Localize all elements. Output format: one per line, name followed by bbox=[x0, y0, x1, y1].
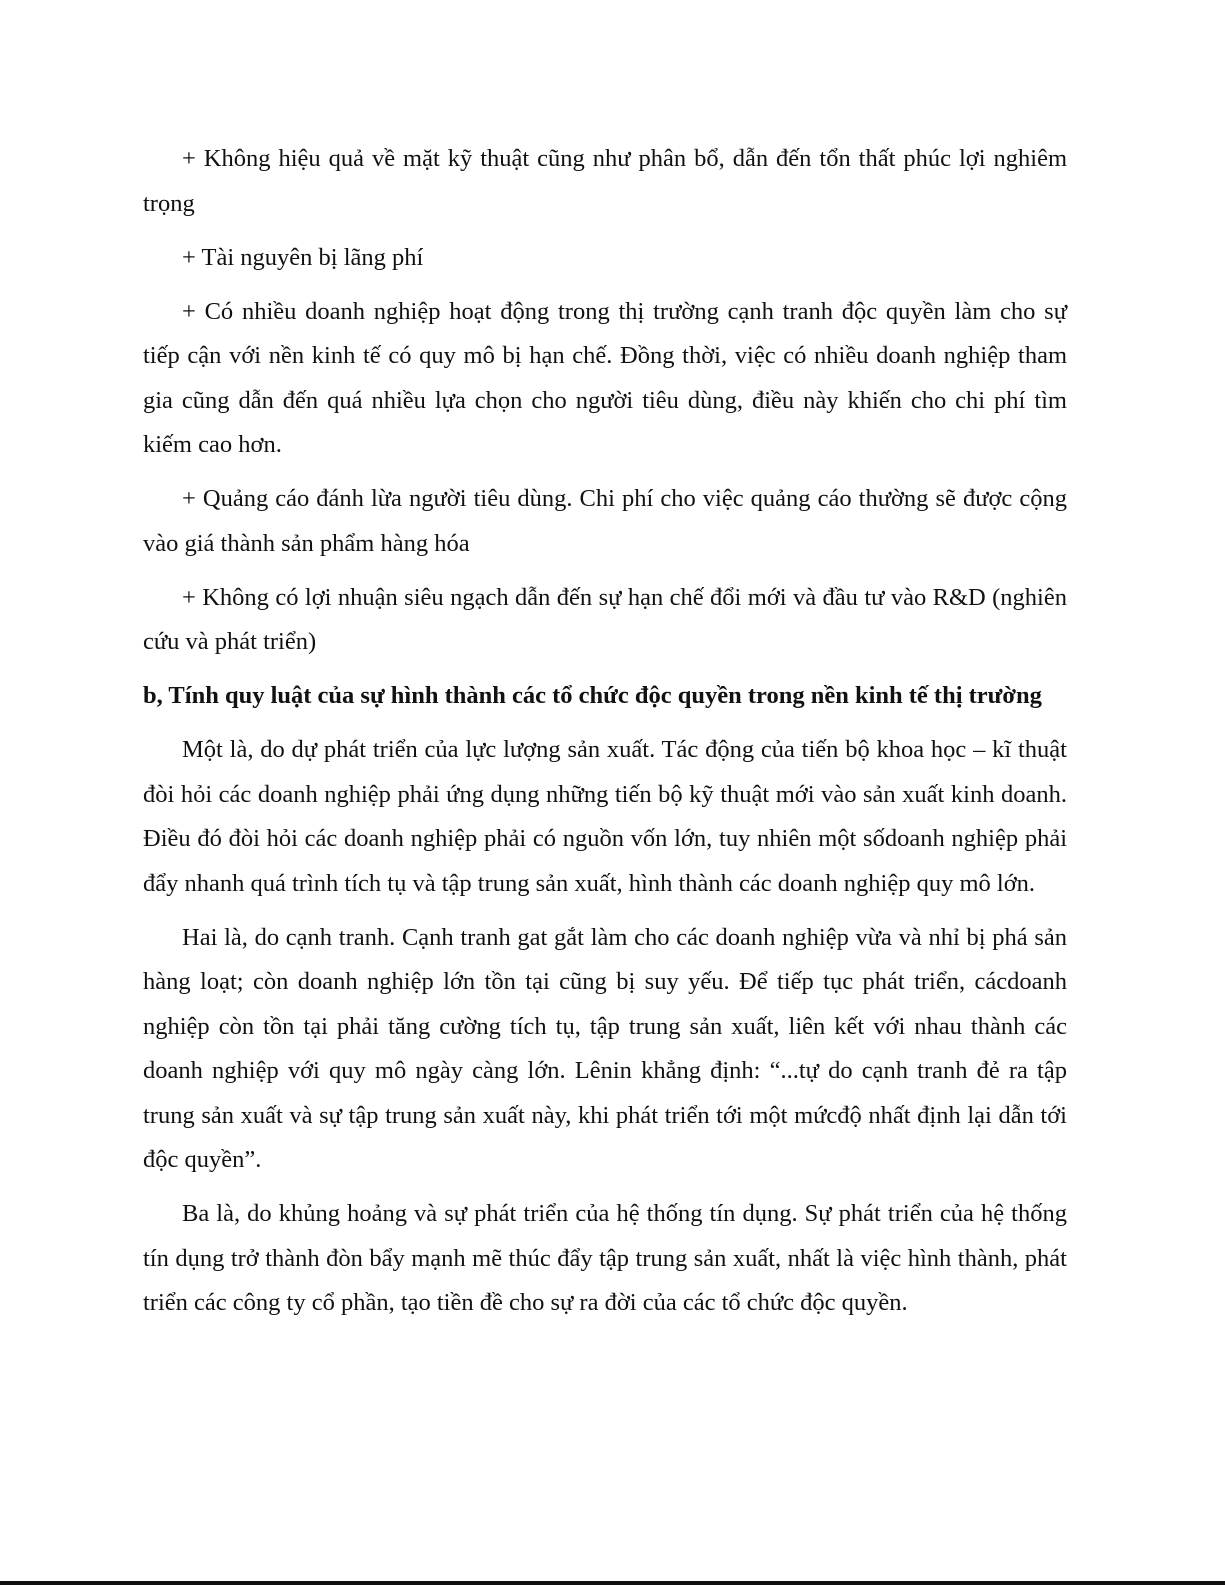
section-heading: b, Tính quy luật của sự hình thành các tổ chức độc quyền trong nền kinh tế thị trường bbox=[143, 682, 1042, 709]
bullet-paragraph-no-excess-profit: + Không có lợi nhuận siêu ngạch dẫn đến sự hạn chế đổi mới và đầu tư vào R&D (nghiên cứu và phát triển) bbox=[143, 583, 1067, 655]
bullet-paragraph-inefficiency: + Không hiệu quả về mặt kỹ thuật cũng như phân bổ, dẫn đến tổn thất phúc lợi nghiêm trọng bbox=[143, 145, 1067, 217]
document-body bbox=[143, 137, 1067, 1335]
bullet-paragraph-many-firms: + Có nhiều doanh nghiệp hoạt động trong thị trường cạnh tranh độc quyền làm cho sự tiếp cận với nền kinh tế có quy mô bị hạn chế. Đồng thời, việc có nhiều doanh nghiệp tham gia cũng dẫn đến quá nhiều lựa chọn cho người tiêu dùng, điều này khiến cho chi phí tìm kiếm cao hơn. bbox=[143, 297, 1067, 458]
body-paragraph-competition: Hai là, do cạnh tranh. Cạnh tranh gat gắt làm cho các doanh nghiệp vừa và nhỉ bị phá sản hàng loạt; còn doanh nghiệp lớn tồn tại cũng bị suy yếu. Để tiếp tục phát triển, cácdoanh nghiệp còn tồn tại phải tăng cường tích tụ, tập trung sản xuất, liên kết với nhau thành các doanh nghiệp với quy mô ngày càng lớn. Lênin khẳng định: “...tự do cạnh tranh đẻ ra tập trung sản xuất và sự tập trung sản xuất này, khi phát triển tới một mứcđộ nhất định lại dẫn tới độc quyền”. bbox=[143, 923, 1067, 1173]
bullet-paragraph-resource-waste: + Tài nguyên bị lãng phí bbox=[182, 243, 424, 271]
body-paragraph-credit-system: Ba là, do khủng hoảng và sự phát triển của hệ thống tín dụng. Sự phát triển của hệ thống tín dụng trở thành đòn bẩy mạnh mẽ thúc đẩy tập trung sản xuất, nhất là việc hình thành, phát triển các công ty cổ phần, tạo tiền đề cho sự ra đời của các tổ chức độc quyền. bbox=[143, 1200, 1067, 1316]
bullet-paragraph-advertising: + Quảng cáo đánh lừa người tiêu dùng. Chi phí cho việc quảng cáo thường sẽ được cộng vào giá thành sản phẩm hàng hóa bbox=[143, 485, 1067, 557]
page-bottom-border bbox=[0, 1581, 1225, 1585]
body-paragraph-production-forces: Một là, do dự phát triển của lực lượng sản xuất. Tác động của tiến bộ khoa học – kĩ thuật đòi hỏi các doanh nghiệp phải ứng dụng những tiến bộ kỹ thuật mới vào sản xuất kinh doanh. Điều đó đòi hỏi các doanh nghiệp phải có nguồn vốn lớn, tuy nhiên một sốdoanh nghiệp phải đẩy nhanh quá trình tích tụ và tập trung sản xuất, hình thành các doanh nghiệp quy mô lớn. bbox=[143, 736, 1067, 897]
